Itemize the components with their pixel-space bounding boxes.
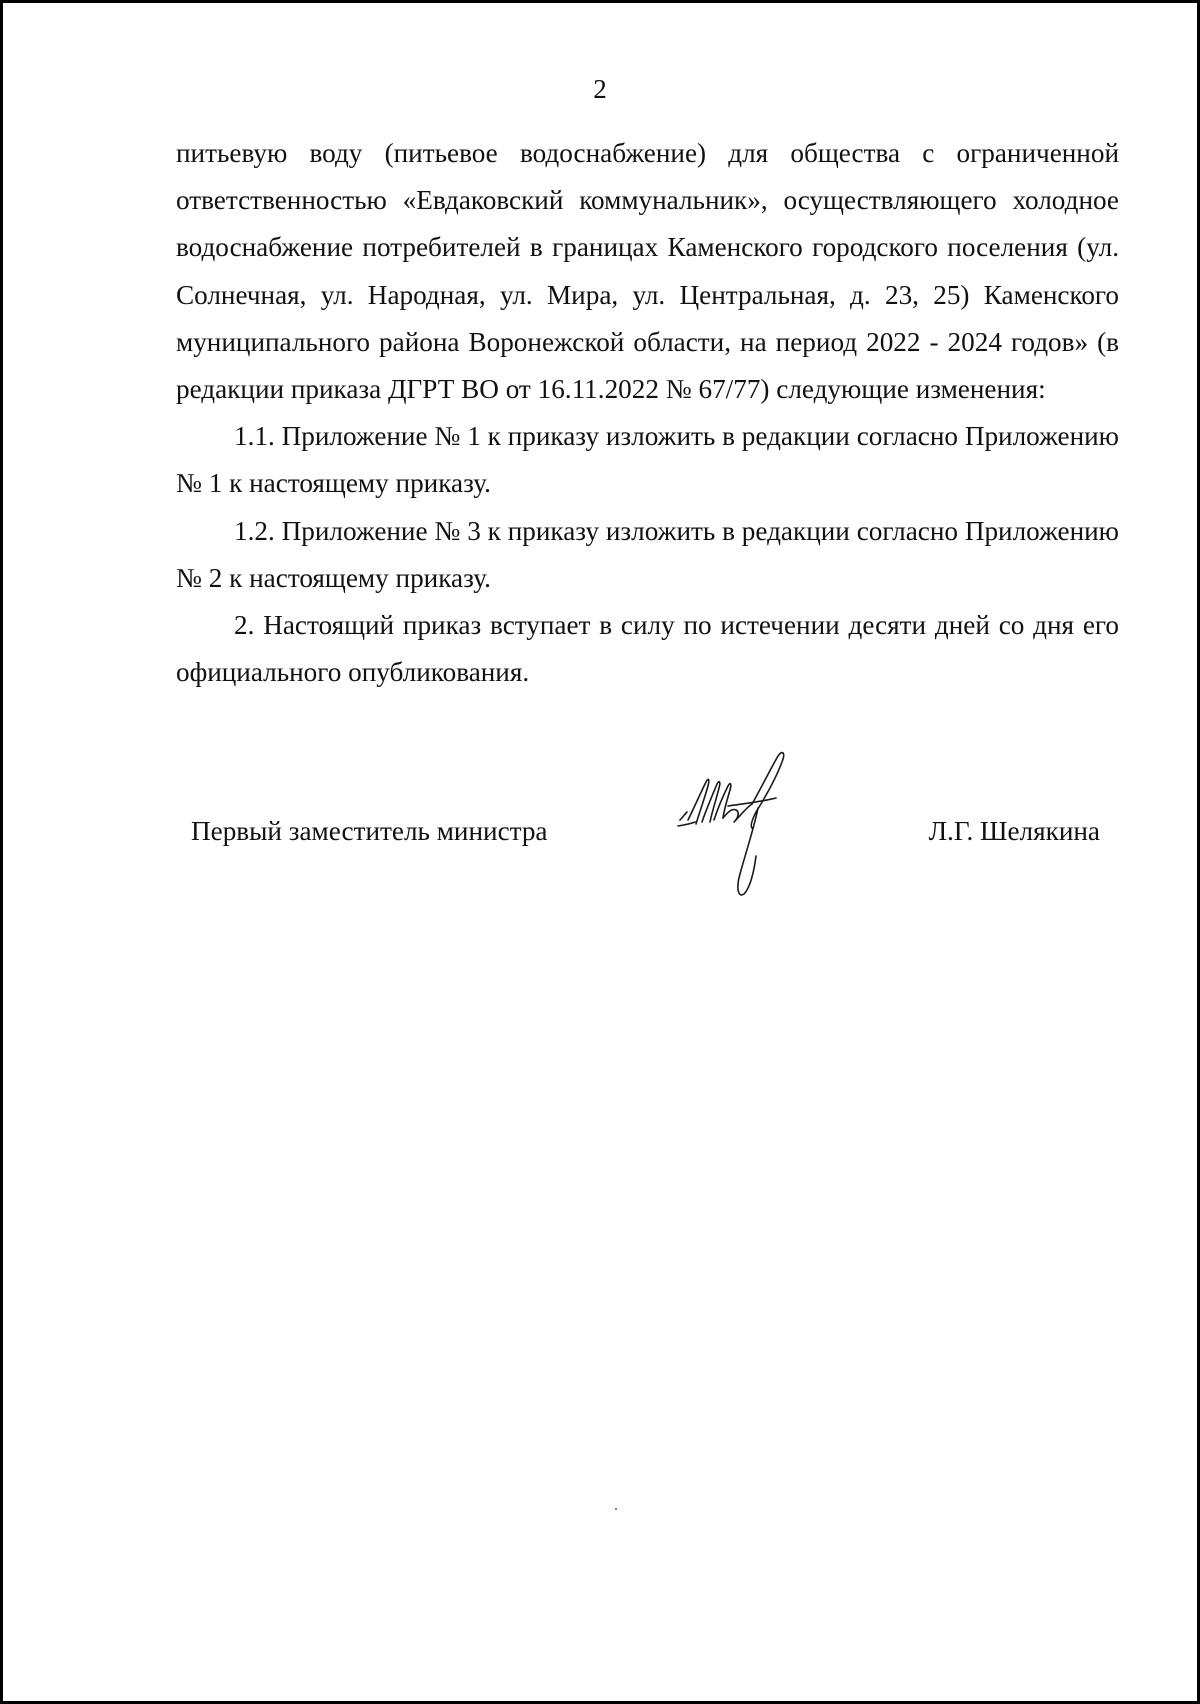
handwritten-signature [668, 748, 813, 908]
scan-artifact [615, 1508, 617, 1510]
signer-name: Л.Г. Шелякина [928, 816, 1100, 846]
document-body [176, 130, 1119, 696]
paragraph-item-1-2: 1.2. Приложение № 3 к приказу изложить в редакции согласно Приложению № 2 к настоящему приказу. [176, 515, 1119, 593]
paragraph-item-2: 2. Настоящий приказ вступает в силу по истечении десяти дней со дня его официального опубликования. [176, 610, 1119, 688]
paragraph-item-1-1: 1.1. Приложение № 1 к приказу изложить в редакции согласно Приложению № 1 к настоящему приказу. [176, 421, 1119, 499]
page-number: 2 [593, 74, 607, 104]
paragraph-continuation: питьевую воду (питьевое водоснабжение) для общества с ограниченной ответственностью «Евдаковский коммунальник», осуществляющего холодное водоснабжение потребителей в границах Каменского городского поселения (ул. Солнечная, ул. Народная, ул. Мира, ул. Центральная, д. 23, 25) Каменского муниципального района Воронежской области, на период 2022 - 2024 годов» (в редакции приказа ДГРТ ВО от 16.11.2022 № 67/77) следующие изменения: [176, 138, 1119, 405]
signer-position: Первый заместитель министра [191, 816, 548, 846]
